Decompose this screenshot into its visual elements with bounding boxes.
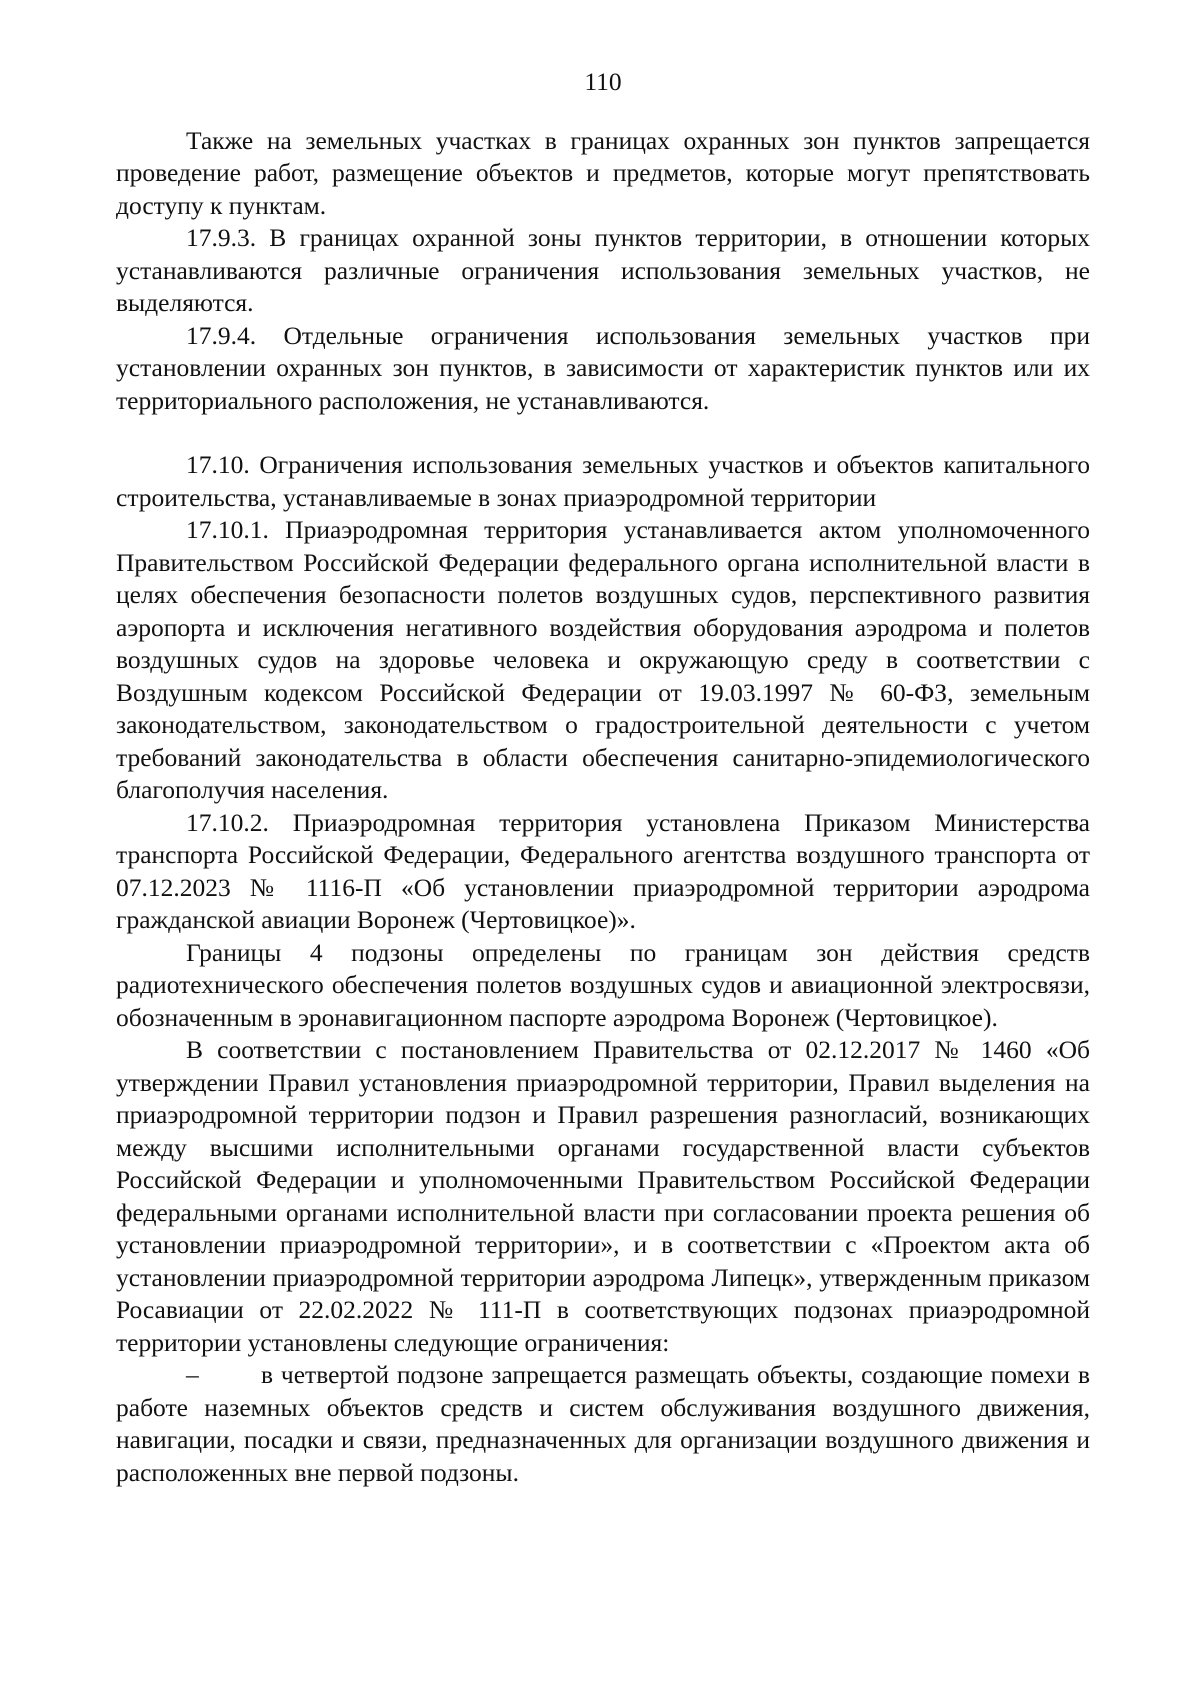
paragraph-17-10-1: 17.10.1. Приаэродромная территория устанавливается актом уполномоченного Правительством Российской Федерации федерального органа исполнительной власти в целях обеспечения безопасности полетов воздушных судов, перспективного развития аэропорта и исключения негативного воздействия оборудования аэродрома и полетов воздушных судов на здоровье человека и окружающую среду в соответствии с Воздушным кодексом Российской Федерации от 19.03.1997 № 60-ФЗ, земельным законодательством, законодательством о градостроительной деятельности с учетом требований законодательства в области обеспечения санитарно-эпидемиологического благополучия населения. <box>116 515 1090 804</box>
section-heading-17-10: 17.10. Ограничения использования земельных участков и объектов капитального строительства, устанавливаемые в зонах приаэродромной территории <box>116 450 1090 512</box>
paragraph-government-decree: В соответствии с постановлением Правительства от 02.12.2017 № 1460 «Об утверждении Правил установления приаэродромной территории, Правил выделения на приаэродромной территории подзон и Правил разрешения разногласий, возникающих между высшими исполнительными органами государственной власти субъектов Российской Федерации и уполномоченными Правительством Российской Федерации федеральными органами исполнительной власти при согласовании проекта решения об установлении приаэродромной территории», и в соответствии с «Проектом акта об установлении приаэродромной территории аэродрома Липецк», утвержденным приказом Росавиации от 22.02.2022 № 111-П в соответствующих подзонах приаэродромной территории установлены следующие ограничения: <box>116 1035 1090 1357</box>
paragraph-17-9-3: 17.9.3. В границах охранной зоны пунктов территории, в отношении которых устанавливаются различные ограничения использования земельных участков, не выделяются. <box>116 223 1090 317</box>
paragraph-17-9-4: 17.9.4. Отдельные ограничения использования земельных участков при установлении охранных зон пунктов, в зависимости от характеристик пунктов или их территориального расположения, не устанавливаются. <box>116 320 1090 415</box>
list-item <box>116 1359 1090 1489</box>
paragraph-subzone-4-borders: Границы 4 подзоны определены по границам зон действия средств радиотехнического обеспечения полетов воздушных судов и авиационной электросвязи, обозначенным в эронавигационном паспорте аэродрома Воронеж (Чертовицкое). <box>116 937 1090 1032</box>
paragraph-17-10-2: 17.10.2. Приаэродромная территория установлена Приказом Министерства транспорта Российской Федерации, Федерального агентства воздушного транспорта от 07.12.2023 № 1116-П «Об установлении приаэродромной территории аэродрома гражданской авиации Воронеж (Чертовицкое)». <box>116 807 1090 934</box>
paragraph-restrictions-works: Также на земельных участках в границах охранных зон пунктов запрещается проведение работ, размещение объектов и предметов, которые могут препятствовать доступу к пунктам. <box>116 125 1090 220</box>
list-dash-marker: – <box>186 1360 199 1389</box>
document-page <box>116 66 1090 1489</box>
page-number: 110 <box>584 67 622 96</box>
list-item-text: в четвертой подзоне запрещается размещать объекты, создающие помехи в работе наземных объектов средств и систем обслуживания воздушного движения, навигации, посадки и связи, предназначенных для организации воздушного движения и расположенных вне первой подзоны. <box>116 1360 1090 1487</box>
section-spacer <box>116 417 1090 449</box>
